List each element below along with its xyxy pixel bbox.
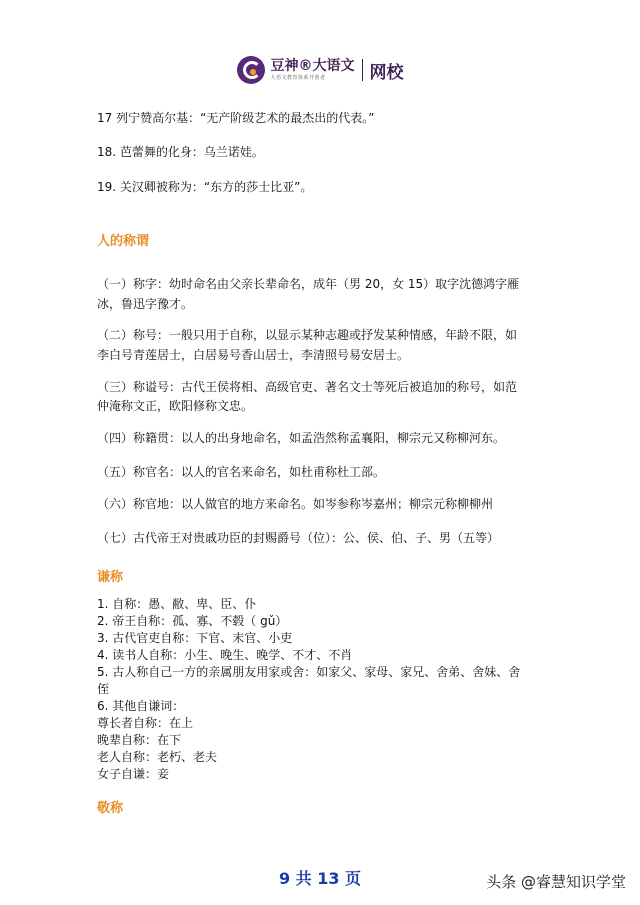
- list-item: 老人自称：老朽、老夫: [97, 750, 218, 764]
- section-title-humble: 谦称: [97, 570, 124, 585]
- list-item: 18. 芭蕾舞的化身：乌兰诺娃。: [97, 145, 264, 159]
- page-number: 9 共 13 页: [278, 869, 362, 888]
- list-item: 5. 古人称自己一方的亲属朋友用家或舍：如家父、家母、家兄、舍弟、舍妹、舍: [97, 665, 521, 679]
- list-item: 3. 古代官吏自称：下官、末官、小吏: [97, 631, 293, 645]
- paragraph-line: （六）称官地：以人做官的地方来命名。如岑参称岑嘉州；柳宗元称柳柳州: [97, 497, 494, 511]
- paragraph-line: （一）称字：幼时命名由父亲长辈命名，成年（男 20，女 15）取字沈德鸿字雁: [97, 277, 520, 291]
- list-item: 19. 关汉卿被称为：“东方的莎士比亚”。: [97, 180, 313, 194]
- list-item: 6. 其他自谦词：: [97, 699, 185, 713]
- list-item: 侄: [97, 682, 110, 696]
- paragraph-line: （二）称号：一般只用于自称，以显示某种志趣或抒发某种情感，年龄不限，如: [97, 328, 518, 342]
- list-item: 4. 读书人自称：小生、晚生、晚学、不才、不肖: [97, 648, 353, 662]
- paragraph-line: 仲淹称文正，欧阳修称文忠。: [97, 399, 254, 413]
- logo-divider: [362, 59, 363, 81]
- list-item: 17 列宁赞高尔基：“无产阶级艺术的最杰出的代表。”: [97, 111, 375, 125]
- section-title-appellation: 人的称谓: [97, 234, 150, 249]
- brand-slogan: 大语文教育体系开创者: [270, 75, 326, 81]
- paragraph-line: （七）古代帝王对贵戚功臣的封赐爵号（位）：公、侯、伯、子、男（五等）: [97, 531, 500, 545]
- paragraph-line: （五）称官名：以人的官名来命名，如杜甫称杜工部。: [97, 465, 386, 479]
- list-item: 晚辈自称：在下: [97, 733, 182, 747]
- paragraph-line: （四）称籍贯：以人的出身地命名，如孟浩然称孟襄阳，柳宗元又称柳河东。: [97, 431, 506, 445]
- section-title-honorific: 敬称: [97, 801, 124, 816]
- brand-name: 豆神®大语文: [270, 58, 355, 74]
- brand-school: 网校: [369, 62, 404, 83]
- header-logo: [0, 52, 640, 88]
- list-item: 1. 自称：愚、敝、卑、臣、仆: [97, 597, 257, 611]
- brand-text: [271, 59, 355, 81]
- list-item: 尊长者自称：在上: [97, 716, 194, 730]
- paragraph-line: 李白号青莲居士，白居易号香山居士，李清照号易安居士。: [97, 348, 410, 362]
- watermark: 头条 @睿慧知识学堂: [486, 873, 626, 891]
- paragraph-line: （三）称谥号：古代王侯将相、高级官吏、著名文士等死后被追加的称号，如范: [97, 380, 518, 394]
- list-item: 2. 帝王自称：孤、寡、不毂（ gǔ）: [97, 614, 288, 628]
- list-item: 女子自谦：妾: [97, 767, 170, 781]
- brand-logo-icon: [237, 56, 265, 84]
- paragraph-line: 冰，鲁迅字豫才。: [97, 297, 194, 311]
